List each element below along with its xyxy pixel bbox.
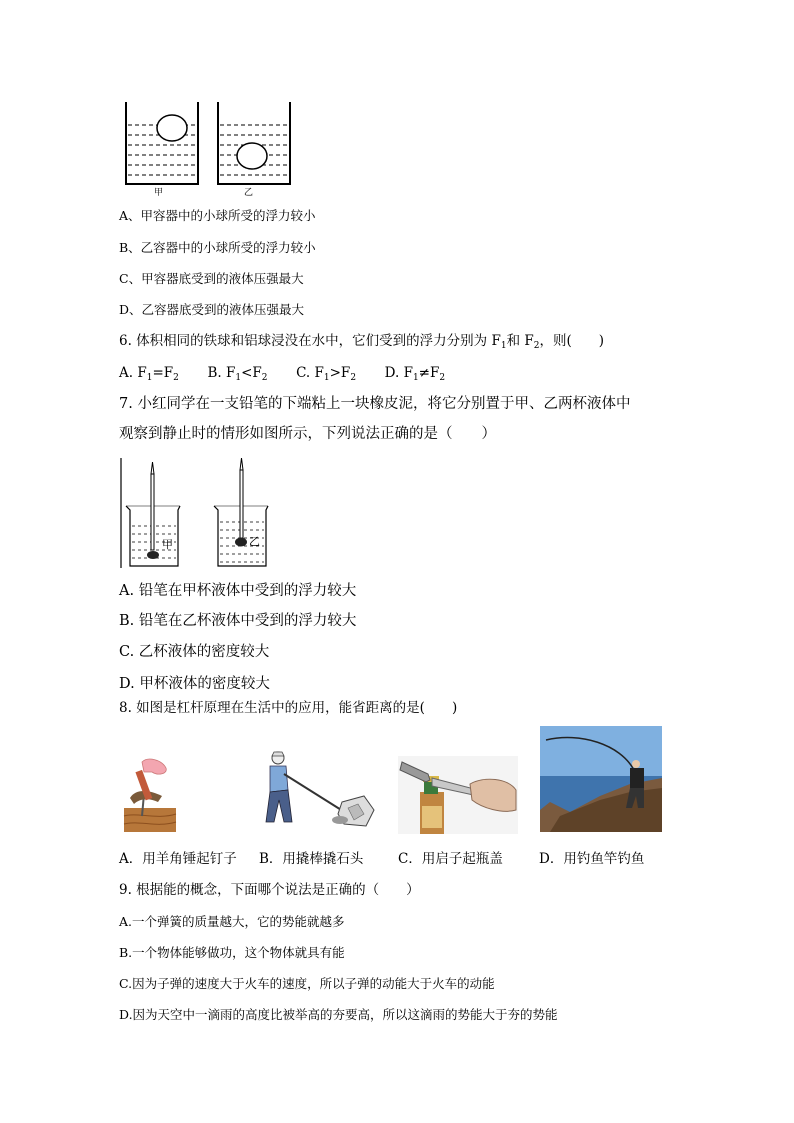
q6-option-a: A. $F_1=F_2$ xyxy=(119,365,179,383)
q7-option-a: A. 铅笔在甲杯液体中受到的浮力较大 xyxy=(119,583,357,599)
clay-jia xyxy=(147,551,159,559)
q7-label-jia: 甲 xyxy=(162,538,173,551)
q7-option-d: D. 甲杯液体的密度较大 xyxy=(119,676,270,692)
q5-option-a: A、甲容器中的小球所受的浮力较小 xyxy=(119,208,316,223)
q9-option-b: B.一个物体能够做功，这个物体就具有能 xyxy=(119,945,345,960)
q5-option-d: D、乙容器底受到的液体压强最大 xyxy=(119,302,305,317)
q6-option-c: C. $F_1>F_2$ xyxy=(296,365,357,383)
q6-option-b: B. $F_1<F_2$ xyxy=(207,365,268,383)
fig1-label-yi: 乙 xyxy=(244,188,254,198)
q7-option-c: C. 乙杯液体的密度较大 xyxy=(119,644,270,660)
q8-option-b: B．用撬棒撬石头 xyxy=(259,851,364,867)
q9-option-d: D.因为天空中一滴雨的高度比被举高的夯要高，所以这滴雨的势能大于夯的势能 xyxy=(119,1007,558,1022)
fig1-label-jia: 甲 xyxy=(154,188,164,198)
clay-yi xyxy=(235,538,247,547)
q7-stem-line2: 观察到静止时的情形如图所示，下列说法正确的是（ ） xyxy=(119,426,496,442)
q9-stem: 9. 根据能的概念，下面哪个说法是正确的（ ） xyxy=(119,882,420,898)
hammer-image xyxy=(122,758,178,834)
bottle-opener-image xyxy=(398,756,518,834)
container-jia xyxy=(126,102,198,184)
q8-option-c: C．用启子起瓶盖 xyxy=(398,851,503,867)
crowbar-image xyxy=(258,750,378,832)
q8-option-d: D．用钓鱼竿钓鱼 xyxy=(539,851,645,867)
pencil-yi xyxy=(240,470,243,538)
q7-option-b: B. 铅笔在乙杯液体中受到的浮力较大 xyxy=(119,613,357,629)
q5-option-b: B、乙容器中的小球所受的浮力较小 xyxy=(119,240,316,255)
container-yi xyxy=(218,102,290,184)
q8-stem: 8. 如图是杠杆原理在生活中的应用，能省距离的是( ) xyxy=(119,700,458,716)
ball-yi xyxy=(237,143,267,169)
q7-figure-beakers xyxy=(118,456,283,572)
fishing-rod-image xyxy=(540,726,662,832)
q5-figure-containers xyxy=(118,98,303,198)
q7-label-yi: 乙 xyxy=(249,535,260,548)
q6-option-d: D. $F_1\ne F_2$ xyxy=(384,365,446,383)
q7-stem-line1: 7. 小红同学在一支铅笔的下端粘上一块橡皮泥，将它分别置于甲、乙两杯液体中 xyxy=(119,396,631,412)
q6-options xyxy=(119,364,445,387)
ball-jia xyxy=(157,115,187,141)
q5-option-c: C、甲容器底受到的液体压强最大 xyxy=(119,271,304,286)
pencil-jia xyxy=(151,474,154,550)
q8-option-a: A．用羊角锤起钉子 xyxy=(119,851,237,867)
beaker-yi xyxy=(214,458,268,566)
q6-stem: 6. 体积相同的铁球和铝球浸没在水中，它们受到的浮力分别为 $F_1$和 $F_2$，则( ) xyxy=(119,333,605,351)
q9-option-c: C.因为子弹的速度大于火车的速度，所以子弹的动能大于火车的动能 xyxy=(119,976,495,991)
q9-option-a: A.一个弹簧的质量越大，它的势能就越多 xyxy=(119,914,345,929)
